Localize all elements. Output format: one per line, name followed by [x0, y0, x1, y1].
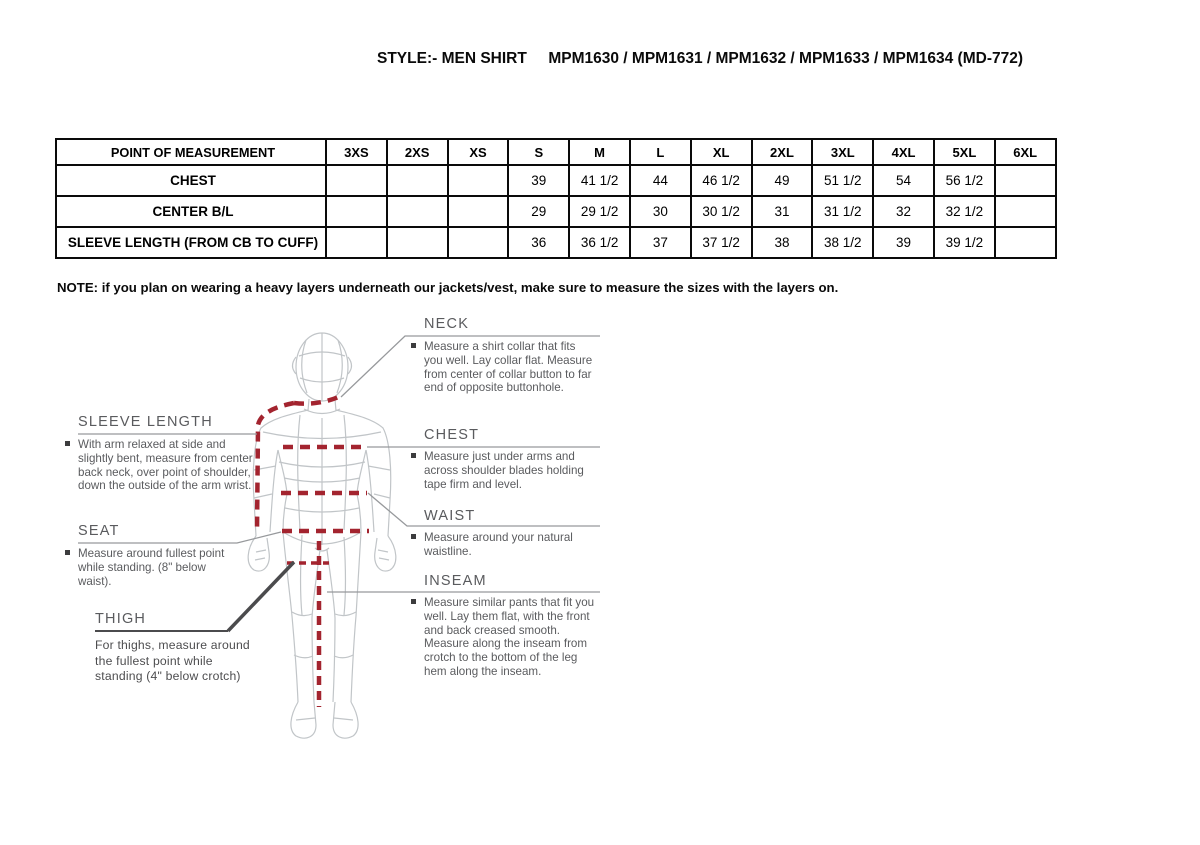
- guide-inseam-desc: Measure similar pants that fit you well. Lay them flat, with the front and back creased smooth. Measure along the inseam from crotch to the bottom of the leg hem along the inseam.: [424, 596, 596, 679]
- table-cell: [326, 165, 387, 196]
- guide-sleeve-desc: With arm relaxed at side and slightly bent, measure from center back neck, over point of shoulder, down the outside of the arm wrist.: [78, 438, 260, 493]
- bullet-icon: [65, 550, 70, 555]
- bullet-icon: [411, 343, 416, 348]
- table-cell: [448, 227, 509, 258]
- table-cell: 39: [508, 165, 569, 196]
- table-cell: 29 1/2: [569, 196, 630, 227]
- col-header: 3XS: [326, 139, 387, 165]
- table-cell: 41 1/2: [569, 165, 630, 196]
- table-cell: 39: [873, 227, 934, 258]
- table-cell: 37: [630, 227, 691, 258]
- table-cell: [995, 165, 1056, 196]
- measure-lines: [257, 396, 369, 707]
- table-cell: 32 1/2: [934, 196, 995, 227]
- table-cell: 39 1/2: [934, 227, 995, 258]
- guide-seat-desc: Measure around fullest point while standing. (8" below waist).: [78, 547, 228, 588]
- col-header: S: [508, 139, 569, 165]
- guide-seat-title: SEAT: [78, 523, 120, 539]
- table-cell: 49: [752, 165, 813, 196]
- table-cell: 36 1/2: [569, 227, 630, 258]
- style-title: STYLE:- MEN SHIRT MPM1630 / MPM1631 / MPM1632 / MPM1633 / MPM1634 (MD-772): [377, 50, 1024, 67]
- table-cell: 32: [873, 196, 934, 227]
- guide-inseam-title: INSEAM: [424, 573, 487, 589]
- table-cell: 38 1/2: [812, 227, 873, 258]
- table-cell: 31 1/2: [812, 196, 873, 227]
- sleeve-measure-line: [257, 403, 294, 532]
- table-cell: 36: [508, 227, 569, 258]
- table-cell: [387, 165, 448, 196]
- guide-chest-desc: Measure just under arms and across shoulder blades holding tape firm and level.: [424, 450, 602, 491]
- table-cell: 37 1/2: [691, 227, 752, 258]
- bullet-icon: [411, 453, 416, 458]
- col-header: 6XL: [995, 139, 1056, 165]
- col-header: 4XL: [873, 139, 934, 165]
- table-row: [56, 196, 1056, 227]
- table-cell: 54: [873, 165, 934, 196]
- table-cell: 56 1/2: [934, 165, 995, 196]
- guide-thigh-desc: For thighs, measure around the fullest point while standing (4" below crotch): [95, 638, 250, 683]
- col-header: 3XL: [812, 139, 873, 165]
- col-header: L: [630, 139, 691, 165]
- guide-waist-desc: Measure around your natural waistline.: [424, 531, 584, 559]
- table-cell: [995, 196, 1056, 227]
- col-header: POINT OF MEASUREMENT: [56, 139, 326, 165]
- bullet-icon: [65, 441, 70, 446]
- guide-sleeve-title: SLEEVE LENGTH: [78, 414, 213, 430]
- row-label: SLEEVE LENGTH (FROM CB TO CUFF): [56, 227, 326, 258]
- table-row: [56, 227, 1056, 258]
- table-cell: [326, 227, 387, 258]
- table-cell: 44: [630, 165, 691, 196]
- table-cell: 38: [752, 227, 813, 258]
- guide-neck-desc: Measure a shirt collar that fits you well. Lay collar flat. Measure from center of collar button to far end of opposite buttonhole.: [424, 340, 596, 395]
- col-header: XL: [691, 139, 752, 165]
- col-header: 2XS: [387, 139, 448, 165]
- table-cell: 31: [752, 196, 813, 227]
- table-cell: 30 1/2: [691, 196, 752, 227]
- col-header: M: [569, 139, 630, 165]
- table-cell: [448, 196, 509, 227]
- thigh-leader: [228, 562, 294, 631]
- size-chart-table: [55, 138, 1057, 259]
- table-cell: 51 1/2: [812, 165, 873, 196]
- bullet-icon: [411, 599, 416, 604]
- wireframe-body: [248, 333, 396, 738]
- table-cell: 46 1/2: [691, 165, 752, 196]
- collar-measure-line: [294, 396, 341, 404]
- table-cell: [995, 227, 1056, 258]
- guide-chest-title: CHEST: [424, 427, 480, 443]
- bullet-icon: [411, 534, 416, 539]
- table-cell: [326, 196, 387, 227]
- table-cell: 30: [630, 196, 691, 227]
- table-cell: [387, 196, 448, 227]
- guide-thigh-title: THIGH: [95, 611, 147, 627]
- note-text: NOTE: if you plan on wearing a heavy layers underneath our jackets/vest, make sure to measure the sizes with the layers on.: [57, 280, 839, 295]
- guide-neck-title: NECK: [424, 316, 470, 332]
- col-header: 5XL: [934, 139, 995, 165]
- table-cell: [448, 165, 509, 196]
- waist-leader: [368, 493, 600, 526]
- table-cell: 29: [508, 196, 569, 227]
- table-header-row: [56, 139, 1056, 165]
- row-label: CENTER B/L: [56, 196, 326, 227]
- col-header: 2XL: [752, 139, 813, 165]
- row-label: CHEST: [56, 165, 326, 196]
- table-cell: [387, 227, 448, 258]
- col-header: XS: [448, 139, 509, 165]
- guide-waist-title: WAIST: [424, 508, 476, 524]
- table-row: [56, 165, 1056, 196]
